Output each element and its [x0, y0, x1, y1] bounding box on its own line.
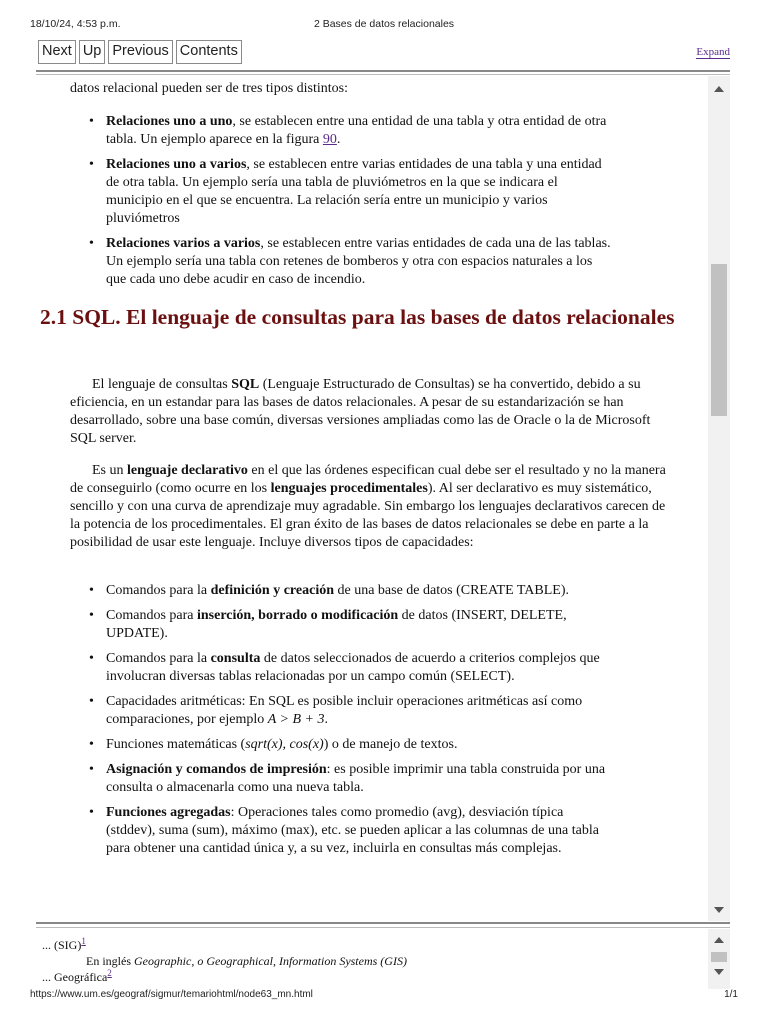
frame-divider-bottom — [36, 922, 730, 928]
list-item: • Comandos para inserción, borrado o modificación de datos (INSERT, DELETE, UPDATE). — [89, 608, 567, 641]
bullet-icon: • — [89, 694, 94, 709]
section-heading: 2.1 SQL. El lenguaje de consultas para las bases de datos relacionales — [40, 305, 675, 329]
footnote-2-link[interactable]: 2 — [107, 968, 112, 978]
print-page-number: 1/1 — [724, 989, 738, 1000]
list-item: • Comandos para la consulta de datos seleccionados de acuerdo a criterios complejos que involucran diversas tablas relacionadas por un campo común (SELECT). — [89, 651, 600, 684]
footnote-2: ... Geográfica$^2$ — [42, 968, 112, 984]
footnote-1: ... (SIG)$^1$ — [42, 936, 86, 952]
list-item: • Comandos para la definición y creación de una base de datos (CREATE TABLE). — [89, 583, 570, 598]
scroll-up-arrow-icon[interactable] — [714, 937, 724, 943]
print-header — [30, 18, 738, 34]
footnotes-frame[interactable] — [36, 929, 730, 989]
main-scrollbar[interactable] — [708, 76, 730, 921]
up-button[interactable]: Up — [79, 40, 106, 64]
main-content-frame[interactable] — [36, 76, 730, 921]
relations-list — [89, 113, 616, 296]
scroll-thumb[interactable] — [711, 264, 727, 416]
bullet-icon: • — [89, 762, 94, 777]
document-content — [36, 76, 708, 921]
footnotes-content — [42, 937, 407, 985]
footnote-1-text: En inglés Geographic, o Geographical, Information Systems (GIS) — [86, 954, 407, 968]
print-url: https://www.um.es/geograf/sigmur/temariohtml/node63_mn.html — [30, 989, 313, 1000]
bullet-icon: • — [89, 608, 94, 623]
list-item: • Capacidades aritméticas: En SQL es posible incluir operaciones aritméticas así como comparaciones, por ejemplo A > B + 3. — [89, 694, 583, 727]
bullet-icon: • — [89, 157, 94, 172]
scroll-up-arrow-icon[interactable] — [714, 86, 724, 92]
navigation-bar — [38, 40, 242, 64]
list-item: • Asignación y comandos de impresión: es posible imprimir una tabla construida por una consulta o almacenarla como una nueva tabla. — [89, 762, 606, 795]
list-item: • Funciones matemáticas (sqrt(x), cos(x)) o de manejo de textos. — [89, 737, 458, 752]
bullet-icon: • — [89, 236, 94, 251]
next-button[interactable]: Next — [38, 40, 76, 64]
scroll-down-arrow-icon[interactable] — [714, 969, 724, 975]
contents-button[interactable]: Contents — [176, 40, 242, 64]
bullet-icon: • — [89, 651, 94, 666]
list-item: • Relaciones uno a uno, se establecen entre una entidad de una tabla y otra entidad de otra tabla. Un ejemplo aparece en la figura 90. — [89, 114, 607, 147]
bullet-icon: • — [89, 737, 94, 752]
list-item: • Relaciones uno a varios, se establecen entre varias entidades de una tabla y una entidad de otra tabla. Un ejemplo sería una tabla de pluviómetros en la que se indicara el municipio en el que se encuentra. La relación sería entre un municipio y varios pluviómetros — [89, 157, 602, 226]
list-item: • Funciones agregadas: Operaciones tales como promedio (avg), desviación típica (stddev), suma (sum), máximo (max), etc. se pueden aplicar a las columnas de una tabla para obtener una cantidad única y, a su vez, incluirla en consultas más complejas. — [89, 805, 599, 856]
bullet-icon: • — [89, 805, 94, 820]
previous-button[interactable]: Previous — [108, 40, 172, 64]
print-page-title: 2 Bases de datos relacionales — [313, 18, 455, 30]
paragraph-sql-intro: El lenguaje de consultas SQL (Lenguaje Estructurado de Consultas) se ha convertido, debido a su eficiencia, en un estandar para las bases de datos relacionales. A pesar de su estandarización se han desarrollado, sobre una base común, diversas versiones ampliadas como las de Oracle o la de Microsoft SQL server. — [70, 377, 651, 446]
capabilities-list — [89, 582, 616, 865]
frame-divider-top — [36, 70, 730, 75]
bullet-icon: • — [89, 583, 94, 598]
relations-intro: datos relacional pueden ser de tres tipos distintos: — [70, 81, 348, 96]
footnote-1-link[interactable]: 1 — [81, 936, 86, 946]
scroll-thumb[interactable] — [711, 952, 727, 962]
paragraph-declarative: Es un lenguaje declarativo en el que las órdenes especifican cual debe ser el resultado y no la manera de conseguirlo (como ocurre en los lenguajes procedimentales). Al ser declarativo es muy sistemático, sencillo y con una curva de aprendizaje muy agradable. Sin embargo los lenguajes declarativos carecen de la potencia de los procedimentales. El gran éxito de las bases de datos relacionales se debe en parte a la posibilidad de usar este lenguaje. Incluye diversos tipos de capacidades: — [70, 463, 666, 550]
bullet-icon: • — [89, 114, 94, 129]
print-datetime: 18/10/24, 4:53 p.m. — [30, 18, 121, 30]
footnotes-scrollbar[interactable] — [708, 929, 730, 989]
list-item: • Relaciones varios a varios, se establecen entre varias entidades de cada una de las tablas. Un ejemplo sería una tabla con retenes de bomberos y otra con espacios naturales a los que cada uno debe acudir en caso de incendio. — [89, 236, 611, 287]
expand-link[interactable]: Expand — [696, 46, 730, 58]
scroll-down-arrow-icon[interactable] — [714, 907, 724, 913]
print-footer — [30, 989, 738, 1003]
figure-link[interactable]: 90 — [322, 132, 337, 147]
